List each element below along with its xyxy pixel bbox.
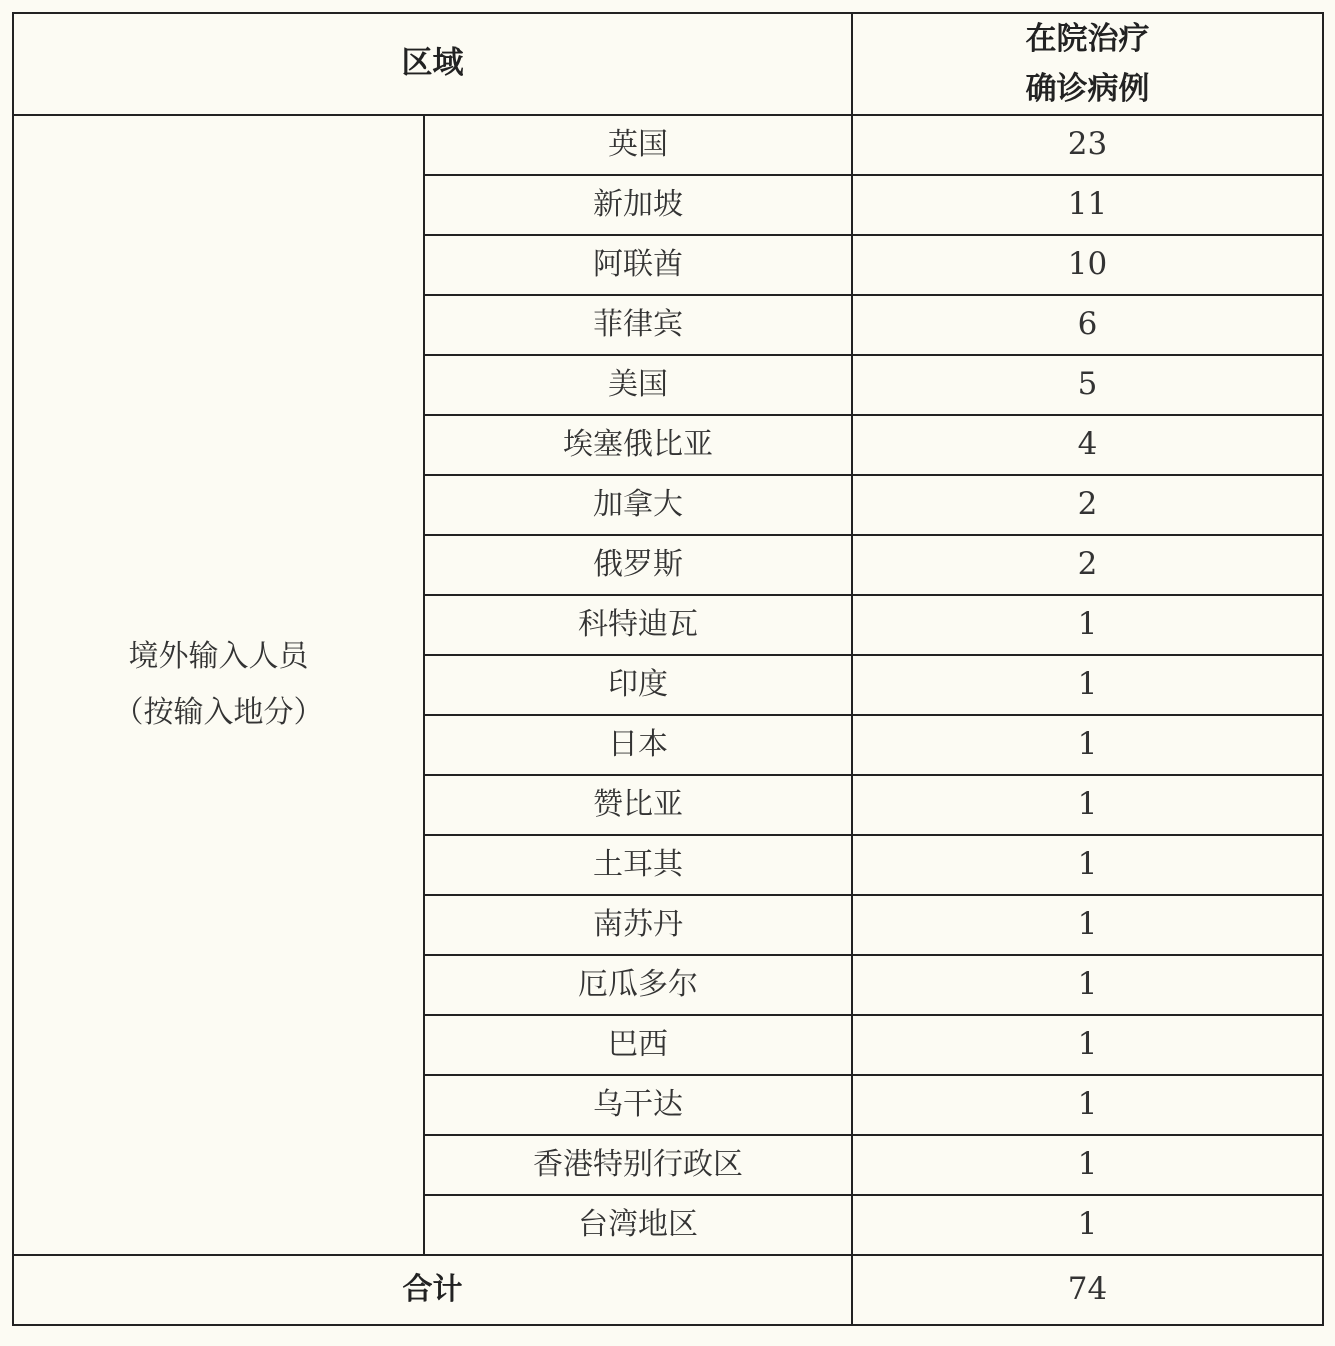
region-name-cell: 英国 <box>424 115 852 175</box>
region-name-cell: 乌干达 <box>424 1075 852 1135</box>
region-name-cell: 科特迪瓦 <box>424 595 852 655</box>
case-count-cell: 1 <box>852 715 1323 775</box>
case-count-cell: 23 <box>852 115 1323 175</box>
region-name-cell: 埃塞俄比亚 <box>424 415 852 475</box>
header-region: 区域 <box>13 13 852 115</box>
region-name-cell: 赞比亚 <box>424 775 852 835</box>
region-name-cell: 香港特别行政区 <box>424 1135 852 1195</box>
case-count-cell: 1 <box>852 895 1323 955</box>
total-label: 合计 <box>13 1255 852 1325</box>
case-count-cell: 1 <box>852 1015 1323 1075</box>
region-name-cell: 印度 <box>424 655 852 715</box>
group-label-line2: （按输入地分） <box>113 695 324 730</box>
case-count-cell: 1 <box>852 1135 1323 1195</box>
region-name-cell: 阿联酋 <box>424 235 852 295</box>
case-count-cell: 1 <box>852 595 1323 655</box>
case-count-cell: 1 <box>852 835 1323 895</box>
header-cases <box>852 13 1323 115</box>
region-name-cell: 厄瓜多尔 <box>424 955 852 1015</box>
table-row <box>13 115 1323 175</box>
region-name-cell: 加拿大 <box>424 475 852 535</box>
region-name-cell: 土耳其 <box>424 835 852 895</box>
region-name-cell: 南苏丹 <box>424 895 852 955</box>
case-count-cell: 1 <box>852 955 1323 1015</box>
region-name-cell: 台湾地区 <box>424 1195 852 1255</box>
region-name-cell: 美国 <box>424 355 852 415</box>
case-count-cell: 1 <box>852 1195 1323 1255</box>
case-count-cell: 1 <box>852 655 1323 715</box>
case-count-cell: 1 <box>852 775 1323 835</box>
case-count-cell: 1 <box>852 1075 1323 1135</box>
region-name-cell: 日本 <box>424 715 852 775</box>
header-row <box>13 13 1323 115</box>
header-cases-line1: 在院治疗 <box>1025 21 1150 57</box>
region-name-cell: 巴西 <box>424 1015 852 1075</box>
cases-table <box>12 12 1324 1326</box>
group-label <box>13 115 424 1255</box>
region-name-cell: 新加坡 <box>424 175 852 235</box>
header-cases-line2: 确诊病例 <box>1025 71 1150 107</box>
region-name-cell: 菲律宾 <box>424 295 852 355</box>
case-count-cell: 5 <box>852 355 1323 415</box>
case-count-cell: 2 <box>852 535 1323 595</box>
case-count-cell: 4 <box>852 415 1323 475</box>
region-name-cell: 俄罗斯 <box>424 535 852 595</box>
total-row <box>13 1255 1323 1325</box>
case-count-cell: 6 <box>852 295 1323 355</box>
case-count-cell: 2 <box>852 475 1323 535</box>
case-count-cell: 11 <box>852 175 1323 235</box>
group-label-line1: 境外输入人员 <box>128 639 309 674</box>
total-value: 74 <box>852 1255 1323 1325</box>
case-count-cell: 10 <box>852 235 1323 295</box>
